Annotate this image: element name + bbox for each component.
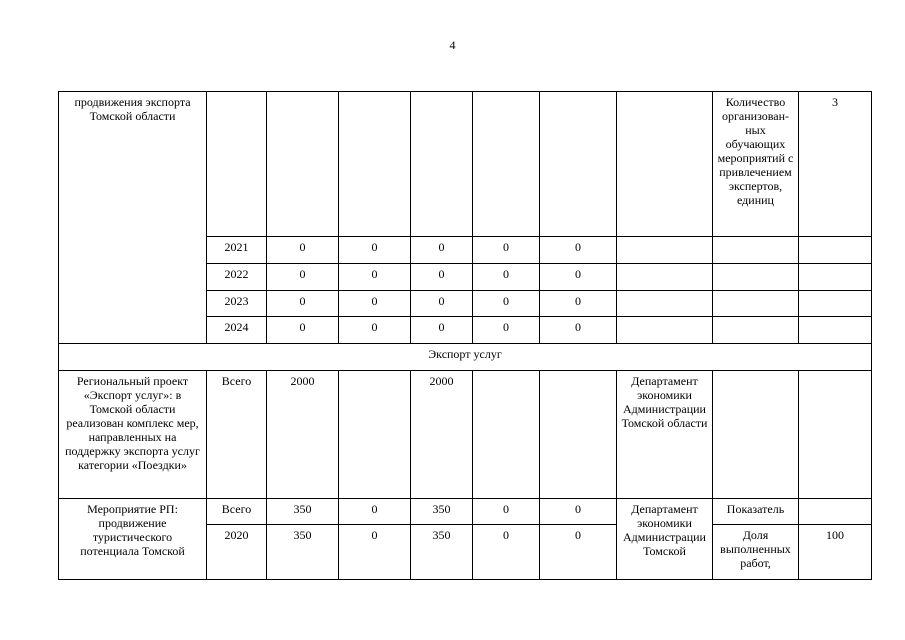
- table-row: [59, 92, 872, 237]
- value-cell: 0: [540, 264, 617, 291]
- value-cell: 0: [411, 291, 473, 317]
- value-cell: 0: [540, 237, 617, 264]
- table-row: [59, 344, 872, 371]
- year-cell: 2022: [207, 264, 267, 291]
- table-row: [59, 371, 872, 499]
- period-cell: Всего: [207, 499, 267, 525]
- value-cell: 0: [411, 237, 473, 264]
- project-label: Региональный проект «Экспорт услуг»: в Томской области реализован комплекс мер, направленных на поддержку экспорта услуг категории «Поездки»: [59, 371, 207, 499]
- indicator-value: 100: [799, 525, 872, 580]
- section-title: Экспорт услуг: [59, 344, 872, 371]
- value-cell: 0: [540, 291, 617, 317]
- table-row: [59, 499, 872, 525]
- value-cell: 0: [473, 499, 540, 525]
- value-cell: [473, 371, 540, 499]
- year-cell: 2023: [207, 291, 267, 317]
- value-cell: 0: [540, 499, 617, 525]
- measure-label: Мероприятие РП: продвижение туристического потенциала Томской: [59, 499, 207, 580]
- indicator-name: Показатель: [713, 499, 799, 525]
- value-cell: 350: [267, 499, 339, 525]
- event-label: продвижения экспорта Томской области: [59, 92, 207, 344]
- value-cell: 0: [267, 291, 339, 317]
- indicator-value: 3: [799, 92, 872, 237]
- value-cell: 0: [411, 264, 473, 291]
- value-cell: [540, 371, 617, 499]
- value-cell: 350: [267, 525, 339, 580]
- value-cell: 2000: [267, 371, 339, 499]
- value-cell: 0: [339, 525, 411, 580]
- executor-cell: Департамент экономики Администрации Томской области: [617, 371, 713, 499]
- indicator-value: [799, 499, 872, 525]
- value-cell: 0: [267, 264, 339, 291]
- value-cell: 0: [540, 317, 617, 344]
- value-cell: 0: [267, 237, 339, 264]
- executor-cell: Департамент экономики Администрации Томской: [617, 499, 713, 580]
- value-cell: 0: [339, 291, 411, 317]
- value-cell: 0: [339, 499, 411, 525]
- value-cell: 0: [473, 264, 540, 291]
- year-cell: 2021: [207, 237, 267, 264]
- budget-table: [58, 91, 872, 580]
- value-cell: [339, 371, 411, 499]
- year-cell: 2024: [207, 317, 267, 344]
- period-cell: Всего: [207, 371, 267, 499]
- page-number: 4: [449, 38, 456, 52]
- value-cell: 0: [411, 317, 473, 344]
- value-cell: 0: [473, 291, 540, 317]
- value-cell: 0: [473, 525, 540, 580]
- value-cell: 350: [411, 525, 473, 580]
- value-cell: 2000: [411, 371, 473, 499]
- indicator-name: Доля выполненных работ,: [713, 525, 799, 580]
- value-cell: 0: [540, 525, 617, 580]
- value-cell: 0: [473, 317, 540, 344]
- value-cell: 350: [411, 499, 473, 525]
- value-cell: 0: [339, 264, 411, 291]
- value-cell: 0: [473, 237, 540, 264]
- value-cell: 0: [339, 237, 411, 264]
- indicator-name: Количество организован-ных обучающих мероприятий с привлечением экспертов, единиц: [713, 92, 799, 237]
- value-cell: 0: [339, 317, 411, 344]
- period-cell: 2020: [207, 525, 267, 580]
- value-cell: 0: [267, 317, 339, 344]
